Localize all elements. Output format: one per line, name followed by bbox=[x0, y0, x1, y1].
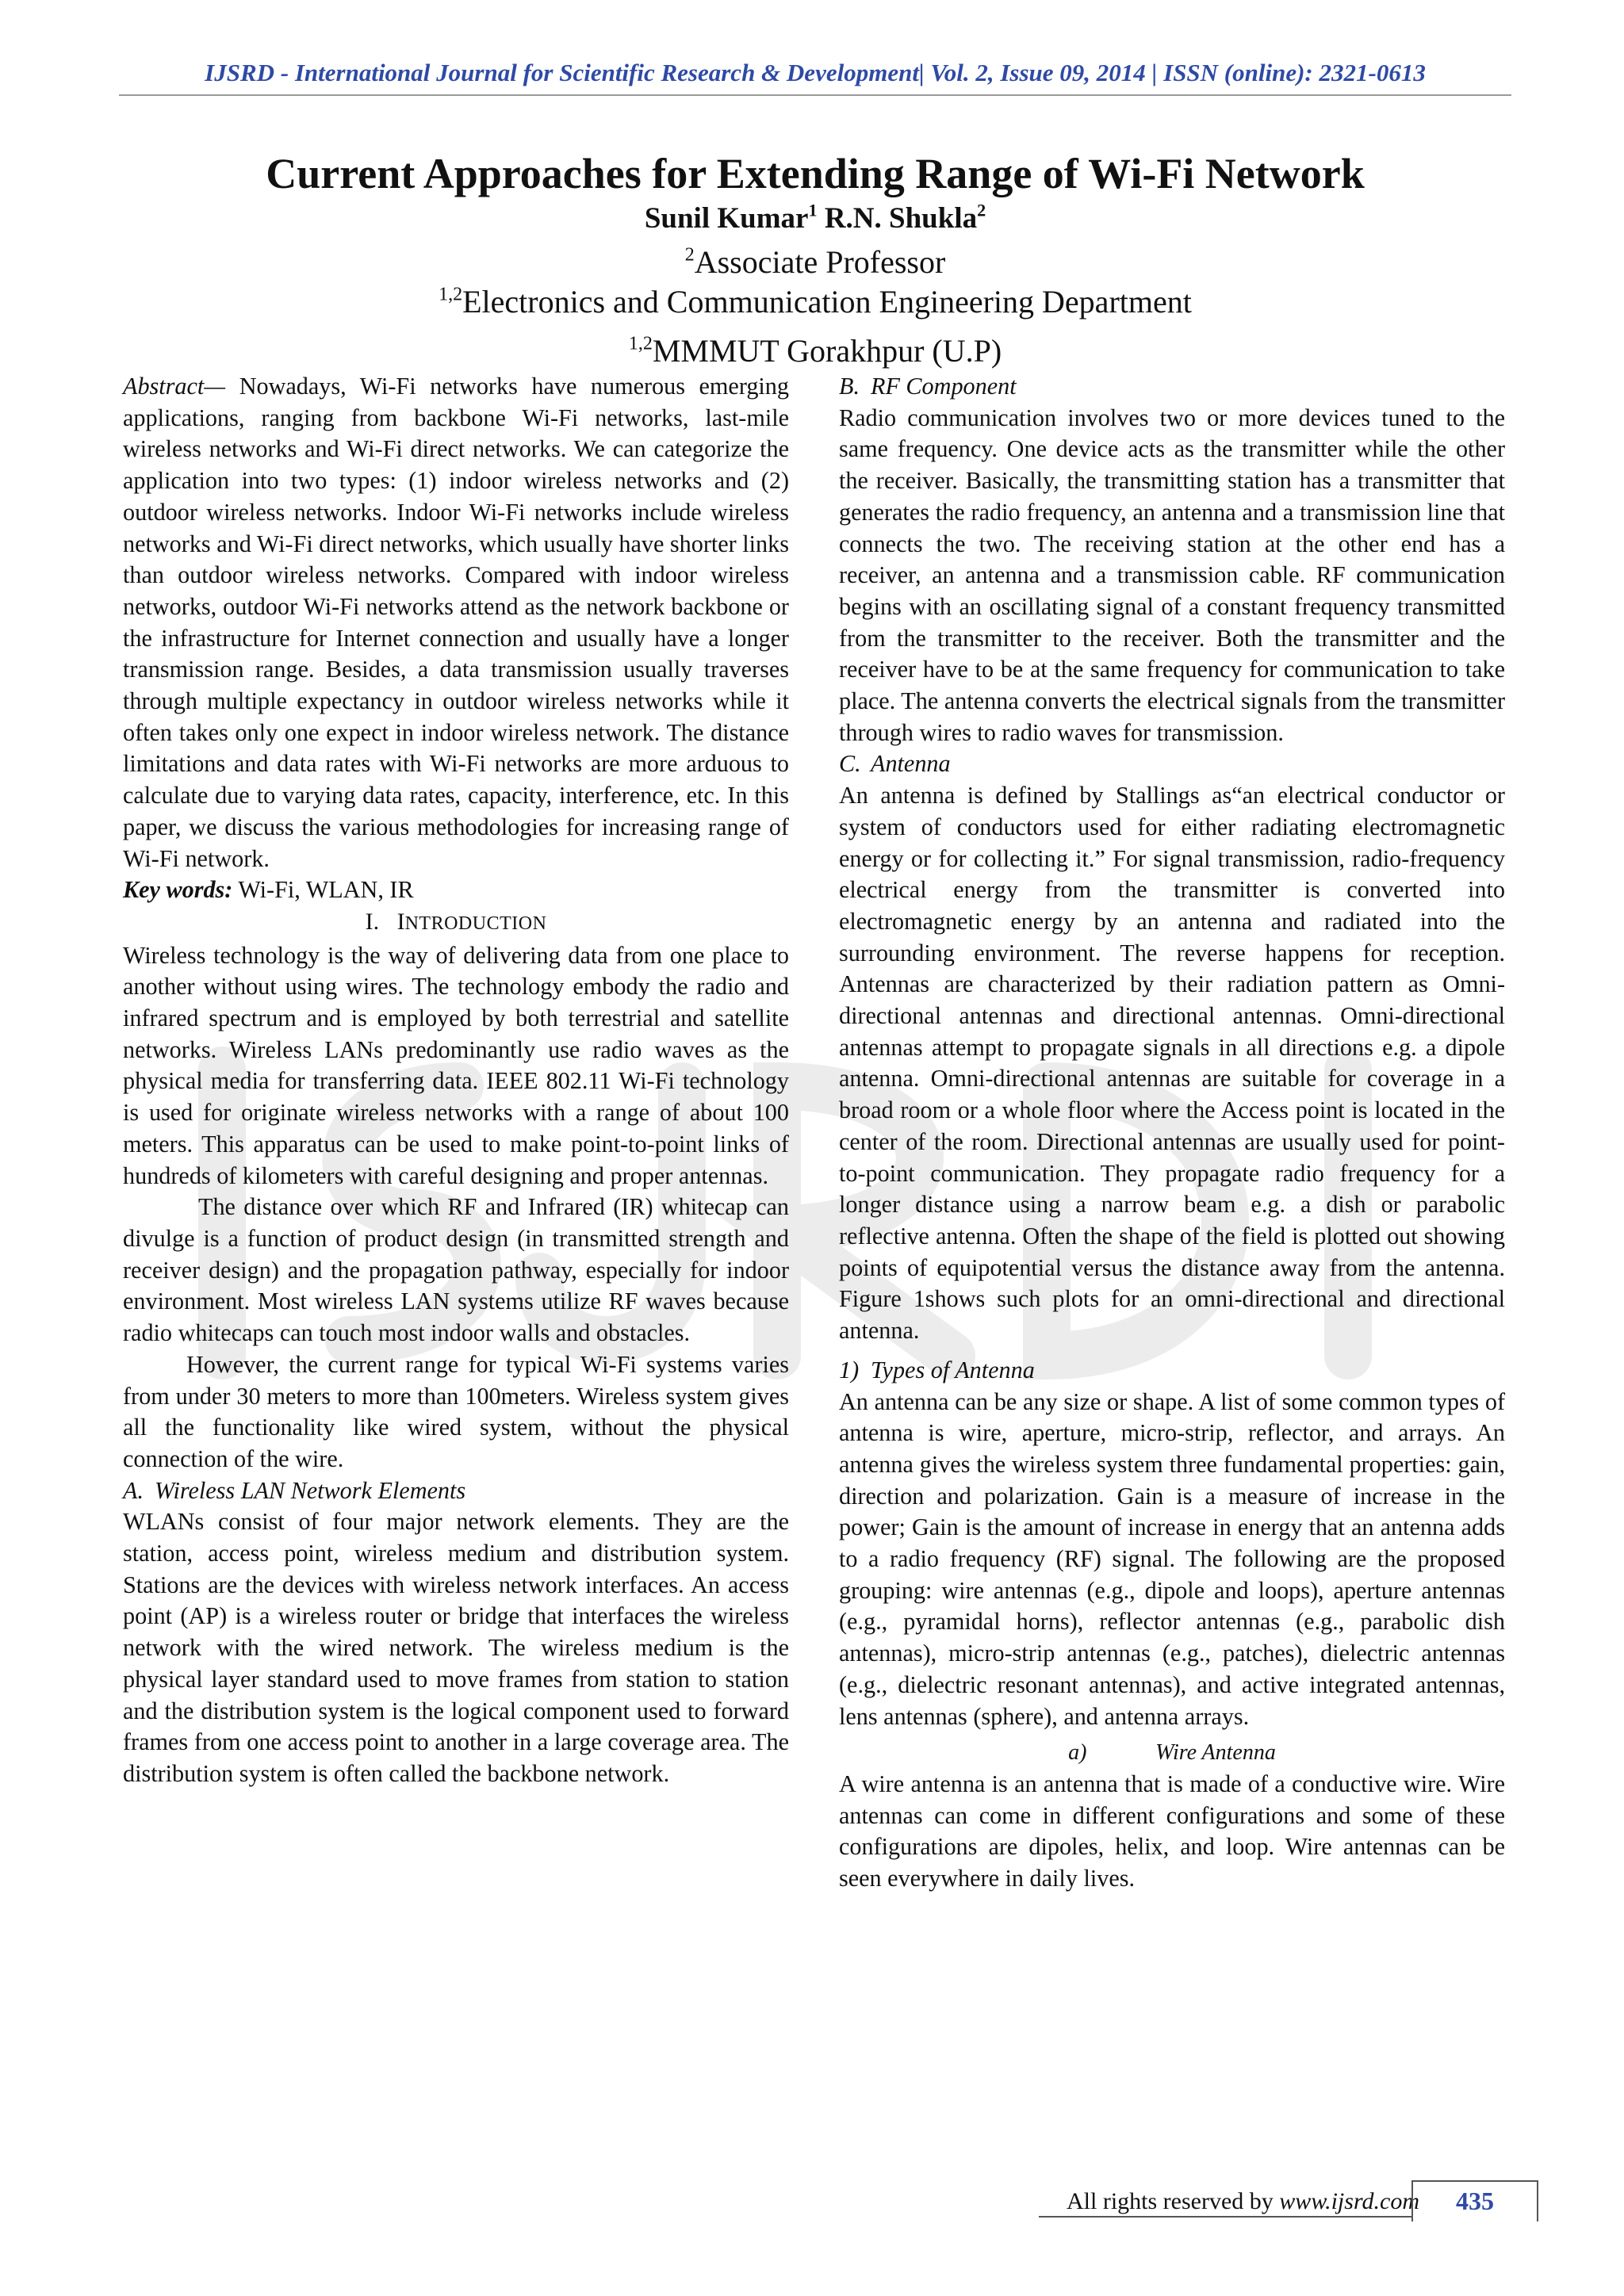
subsection-b-label: B. bbox=[839, 373, 860, 400]
affiliation-1-sup: 2 bbox=[684, 244, 695, 266]
keywords-label: Key words: bbox=[123, 876, 233, 904]
paragraph-a-label: a) bbox=[1068, 1740, 1087, 1766]
affiliation-3-text: MMMUT Gorakhpur (U.P) bbox=[652, 333, 1002, 369]
author-2: R.N. Shukla bbox=[824, 202, 978, 235]
footer-rights bbox=[912, 2188, 1419, 2215]
left-column bbox=[123, 371, 789, 1790]
author-2-sup: 2 bbox=[977, 200, 986, 220]
subsection-c-label: C. bbox=[839, 750, 861, 778]
keywords-text: Wi-Fi, WLAN, IR bbox=[232, 876, 414, 904]
subsection-c-title: Antenna bbox=[871, 750, 951, 778]
subsubsection-1-label: 1) bbox=[839, 1356, 860, 1383]
author-1-sup: 1 bbox=[808, 200, 818, 220]
affiliation-position bbox=[119, 243, 1511, 282]
journal-header: IJSRD - International Journal for Scientific Research & Development| Vol. 2, Issue 09, 2014 | ISSN (online): 2321-0613 bbox=[205, 59, 1426, 86]
footer-site-link[interactable]: www.ijsrd.com bbox=[1279, 2188, 1419, 2214]
subsection-a-label: A. bbox=[123, 1476, 144, 1504]
subsection-c-text: An antenna is defined by Stallings as“an electrical conductor or system of conductors used for either radiating electromagnetic energy or for collecting it.” For signal transmission, radio-frequency electrical energy from the transmitter is converted into electromagnetic energy by an antenna and radiated into the surrounding environment. The reverse happens for reception. Antennas are characterized by their radiation pattern as Omni-directional antennas and directional antennas. Omni-directional antennas attempt to propagate signals in all directions e.g. a dipole antenna. Omni-directional antennas are suitable for coverage in a broad room or a whole floor where the Access point is located in the center of the room. Directional antennas are usually used for point-to-point communication. They propagate radio frequency for a longer distance using a narrow beam e.g. a dish or parabolic reflective antenna. Often the shape of the field is plotted out showing points of equipotential versus the distance away from the antenna. Figure 1shows such plots for an omni-directional and directional antenna. bbox=[839, 782, 1505, 1345]
section-heading-introduction bbox=[123, 906, 789, 940]
intro-paragraph-2: The distance over which RF and Infrared (IR) whitecap can divulge is a function of product design (in transmitted strength and receiver design) and the propagation pathway, especially for indoor environment. Most wireless LAN systems utilize RF waves because radio whitecaps can touch most indoor walls and obstacles. bbox=[123, 1193, 789, 1347]
subsection-heading-c bbox=[839, 748, 1505, 780]
affiliation-3-sup: 1,2 bbox=[628, 333, 653, 354]
page-number: 435 bbox=[1456, 2187, 1494, 2215]
author-1: Sunil Kumar bbox=[644, 202, 809, 235]
paragraph-a-text: A wire antenna is an antenna that is made of a conductive wire. Wire antennas can come in different configurations and some of these configurations are dipoles, helix, and loop. Wire antennas can be seen everywhere in daily lives. bbox=[839, 1770, 1505, 1892]
abstract-text: Nowadays, Wi-Fi networks have numerous emerging applications, ranging from backbone Wi-Fi networks, last-mile wireless networks and Wi-Fi direct networks. We can categorize the application into two types: (1) indoor wireless networks and (2) outdoor wireless networks. Indoor Wi-Fi networks include wireless networks and Wi-Fi direct networks, which usually have shorter links than outdoor wireless networks. Compared with indoor wireless networks, outdoor Wi-Fi networks attend as the network backbone or the infrastructure for Internet connection and usually have a longer transmission range. Besides, a data transmission usually traverses through multiple expectancy in outdoor wireless networks while it often takes only one expect in indoor wireless network. The distance limitations and data rates with Wi-Fi networks are more arduous to calculate due to varying data rates, capacity, interference, etc. In this paper, we discuss the various methodologies for increasing range of Wi-Fi network. bbox=[123, 373, 789, 872]
subsection-a-title: Wireless LAN Network Elements bbox=[155, 1476, 466, 1504]
subsection-b-text: Radio communication involves two or more devices tuned to the same frequency. One device acts as the transmitter while the other the receiver. Basically, the transmitting station has a transmitter that generates the radio frequency, an antenna and a transmission line that connects the two. The receiving station at the other end has a receiver, an antenna and a transmission cable. RF communication begins with an oscillating signal of a constant frequency transmitted from the transmitter to the receiver. Both the transmitter and the receiver have to be at the same frequency for communication to take place. The antenna converts the electrical signals from the transmitter through wires to radio waves for transmission. bbox=[839, 404, 1505, 746]
affiliation-institute bbox=[119, 331, 1511, 371]
footer-rights-text: All rights reserved by bbox=[1067, 2188, 1280, 2214]
intro-paragraph-1: Wireless technology is the way of delivering data from one place to another without using wires. The technology embody the radio and infrared spectrum and is employed by both terrestrial and satellite networks. Wireless LANs predominantly use radio waves as the physical media for transferring data. IEEE 802.11 Wi-Fi technology is used for originate wireless networks with a range of about 100 meters. This apparatus can be used to make point-to-point links of hundreds of kilometers with careful designing and proper antennas. bbox=[123, 941, 789, 1189]
affiliation-2-sup: 1,2 bbox=[439, 284, 463, 305]
subsubsection-1-text: An antenna can be any size or shape. A list of some common types of antenna is wire, aperture, micro-strip, reflector, and arrays. An antenna gives the wireless system three fundamental properties: gain, direction and polarization. Gain is a measure of increase in the power; Gain is the amount of increase in energy that an antenna adds to a radio frequency (RF) signal. The following are the proposed grouping: wire antennas (e.g., dipole and loops), aperture antennas (e.g., pyramidal horns), reflector antennas (e.g., parabolic dish antennas), micro-strip antennas (e.g., patches), dielectric antennas (e.g., dielectric resonant antennas), and active integrated antennas, lens antennas (sphere), and antenna arrays. bbox=[839, 1387, 1505, 1730]
subsubsection-heading-1 bbox=[839, 1355, 1505, 1387]
footer-divider bbox=[1039, 2216, 1411, 2218]
header-divider bbox=[119, 94, 1511, 96]
affiliation-department bbox=[119, 282, 1511, 322]
subsubsection-1-title: Types of Antenna bbox=[871, 1356, 1035, 1383]
subsection-heading-a bbox=[123, 1475, 789, 1507]
affiliation-2-text: Electronics and Communication Engineering Department bbox=[462, 284, 1192, 320]
subsection-a-text: WLANs consist of four major network elements. They are the station, access point, wireless medium and distribution system. Stations are the devices with wireless network interfaces. An access point (AP) is a wireless router or bridge that interfaces the wireless network with the wired network. The wireless medium is the physical layer standard used to move frames from station to station and the distribution system is the logical component used to forward frames from one access point to another in a large coverage area. The distribution system is often called the backbone network. bbox=[123, 1508, 789, 1787]
paragraph-a-title: Wire Antenna bbox=[1155, 1740, 1276, 1766]
paper-title: Current Approaches for Extending Range of Wi-Fi Network bbox=[266, 150, 1365, 197]
section-title-rest: NTRODUCTION bbox=[404, 913, 547, 934]
section-initial: I bbox=[396, 908, 405, 935]
abstract-label: Abstract— bbox=[123, 373, 226, 400]
affiliation-1-text: Associate Professor bbox=[694, 244, 946, 280]
paragraph-heading-a bbox=[839, 1737, 1505, 1769]
keywords bbox=[123, 874, 789, 906]
right-column bbox=[839, 371, 1505, 1895]
subsection-b-title: RF Component bbox=[871, 373, 1017, 400]
intro-paragraph-3: However, the current range for typical Wi-Fi systems varies from under 30 meters to more than 100meters. Wireless system gives all the functionality like wired system, without the physical connection of the wire. bbox=[123, 1350, 789, 1472]
section-number: I. bbox=[365, 908, 380, 935]
subsection-heading-b bbox=[839, 371, 1505, 403]
authors bbox=[119, 200, 1511, 238]
abstract bbox=[123, 371, 789, 874]
